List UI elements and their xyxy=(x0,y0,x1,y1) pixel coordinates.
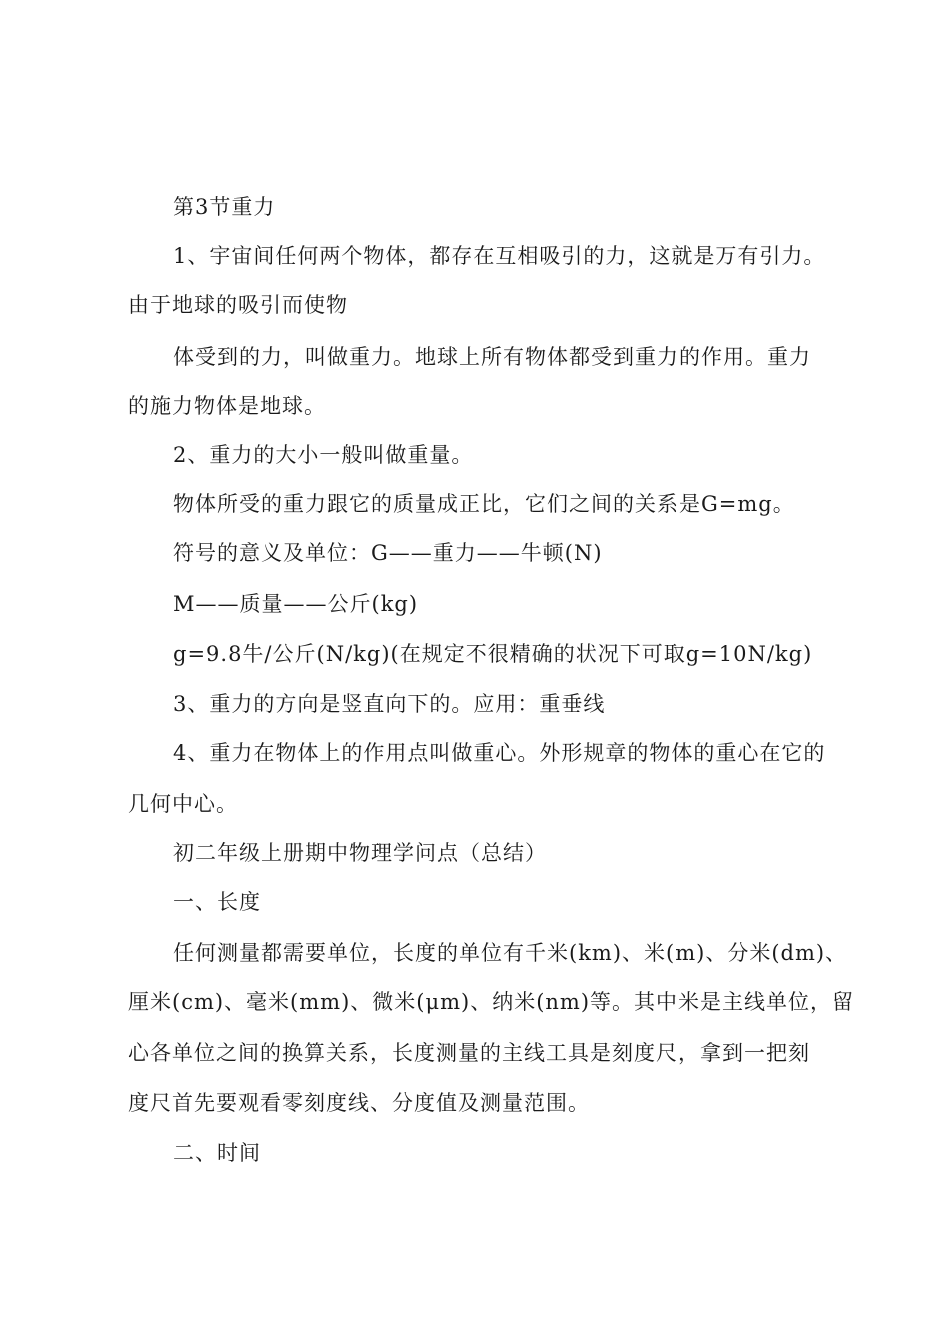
paragraph-line: 物体所受的重力跟它的质量成正比，它们之间的关系是G=mg。 xyxy=(173,492,795,516)
paragraph-line: 由于地球的吸引而使物 xyxy=(128,293,348,317)
paragraph-line: M——质量——公斤(kg) xyxy=(173,592,419,616)
paragraph-line: 体受到的力，叫做重力。地球上所有物体都受到重力的作用。重力 xyxy=(173,345,811,369)
paragraph-line: 任何测量都需要单位，长度的单位有千米(km)、米(m)、分米(dm)、 xyxy=(173,941,848,965)
subsection-heading: 二、时间 xyxy=(173,1141,261,1165)
paragraph-line: 度尺首先要观看零刻度线、分度值及测量范围。 xyxy=(128,1091,590,1115)
paragraph-line: g=9.8牛/公斤(N/kg)(在规定不很精确的状况下可取g=10N/kg) xyxy=(173,642,813,666)
paragraph-line: 符号的意义及单位：G——重力——牛顿(N) xyxy=(173,541,603,565)
subsection-heading: 一、长度 xyxy=(173,890,261,914)
paragraph-line: 厘米(cm)、毫米(mm)、微米(μm)、纳米(nm)等。其中米是主线单位，留 xyxy=(128,990,855,1014)
section-heading: 初二年级上册期中物理学问点（总结） xyxy=(173,841,547,865)
paragraph-line: 3、重力的方向是竖直向下的。应用：重垂线 xyxy=(173,692,606,716)
paragraph-line: 几何中心。 xyxy=(128,792,238,816)
paragraph-line: 4、重力在物体上的作用点叫做重心。外形规章的物体的重心在它的 xyxy=(173,741,826,765)
section-heading: 第3节重力 xyxy=(173,195,276,219)
paragraph-line: 的施力物体是地球。 xyxy=(128,394,326,418)
paragraph-line: 1、宇宙间任何两个物体，都存在互相吸引的力，这就是万有引力。 xyxy=(173,244,826,268)
paragraph-line: 2、重力的大小一般叫做重量。 xyxy=(173,443,474,467)
paragraph-line: 心各单位之间的换算关系，长度测量的主线工具是刻度尺，拿到一把刻 xyxy=(128,1041,810,1065)
